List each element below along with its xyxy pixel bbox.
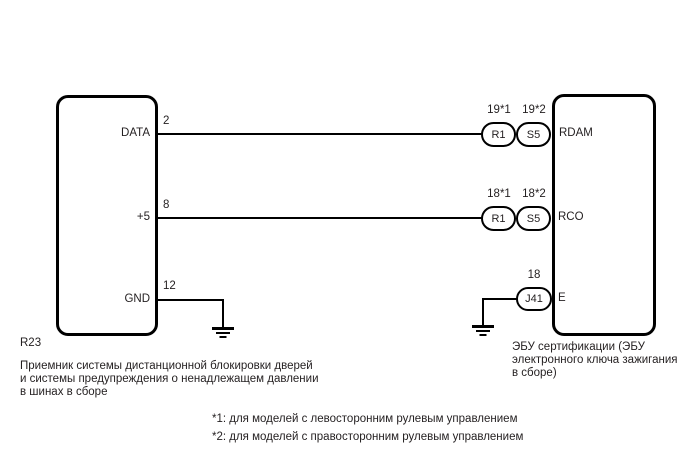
connector-code: R1 xyxy=(491,212,506,225)
pin-label-gnd: GND xyxy=(124,293,150,305)
pin-number-plus5: 8 xyxy=(163,199,170,211)
wire-e-vertical xyxy=(482,298,484,325)
wire-data-rdam xyxy=(158,133,483,135)
connector-code: R1 xyxy=(491,128,506,141)
wire-gnd-vertical xyxy=(222,299,224,327)
connector-pin-label-19-2: 19*2 xyxy=(522,104,546,116)
footnote-1: *1: для моделей с левосторонним рулевым управлением xyxy=(212,413,518,425)
connector-code: S5 xyxy=(526,128,541,141)
ground-icon-left xyxy=(212,327,234,339)
wire-e-horizontal xyxy=(482,298,518,300)
connector-pin-label-18-2: 18*2 xyxy=(522,188,546,200)
connector-oval-s5-row2 xyxy=(516,206,551,231)
connector-pin-label-19-1: 19*1 xyxy=(487,104,511,116)
connector-oval-r1-row2 xyxy=(481,206,516,231)
pin-number-gnd: 12 xyxy=(163,280,176,292)
pin-number-data: 2 xyxy=(163,115,170,127)
pin-label-rdam: RDAM xyxy=(559,127,593,139)
ground-icon-right xyxy=(472,325,494,337)
wire-plus5-rco xyxy=(158,217,483,219)
connector-oval-j41 xyxy=(516,287,552,311)
footnote-2: *2: для моделей с правосторонним рулевым управлением xyxy=(212,431,524,443)
connector-oval-s5-row1 xyxy=(516,122,551,147)
left-component-description-line3: в шинах в сборе xyxy=(20,386,108,398)
right-component-description-line3: в сборе) xyxy=(512,367,557,379)
right-component-description-line1: ЭБУ сертификации (ЭБУ xyxy=(512,341,645,353)
left-component-description-line1: Приемник системы дистанционной блокировки дверей xyxy=(20,360,313,372)
pin-label-data: DATA xyxy=(121,127,150,139)
connector-code: S5 xyxy=(526,212,541,225)
pin-label-e: E xyxy=(558,292,566,304)
pin-label-plus5: +5 xyxy=(136,211,150,223)
left-component-description-line2: и системы предупреждения о ненадлежащем давлении xyxy=(20,373,319,385)
pin-label-rco: RCO xyxy=(558,211,584,223)
wire-gnd-horizontal xyxy=(158,299,224,301)
connector-oval-r1-row1 xyxy=(481,122,516,147)
left-component-id: R23 xyxy=(20,337,42,349)
right-component-description-line2: электронного ключа зажигания xyxy=(512,354,678,366)
connector-code: J41 xyxy=(525,293,543,305)
connector-pin-label-18: 18 xyxy=(527,269,541,281)
connector-pin-label-18-1: 18*1 xyxy=(487,188,511,200)
